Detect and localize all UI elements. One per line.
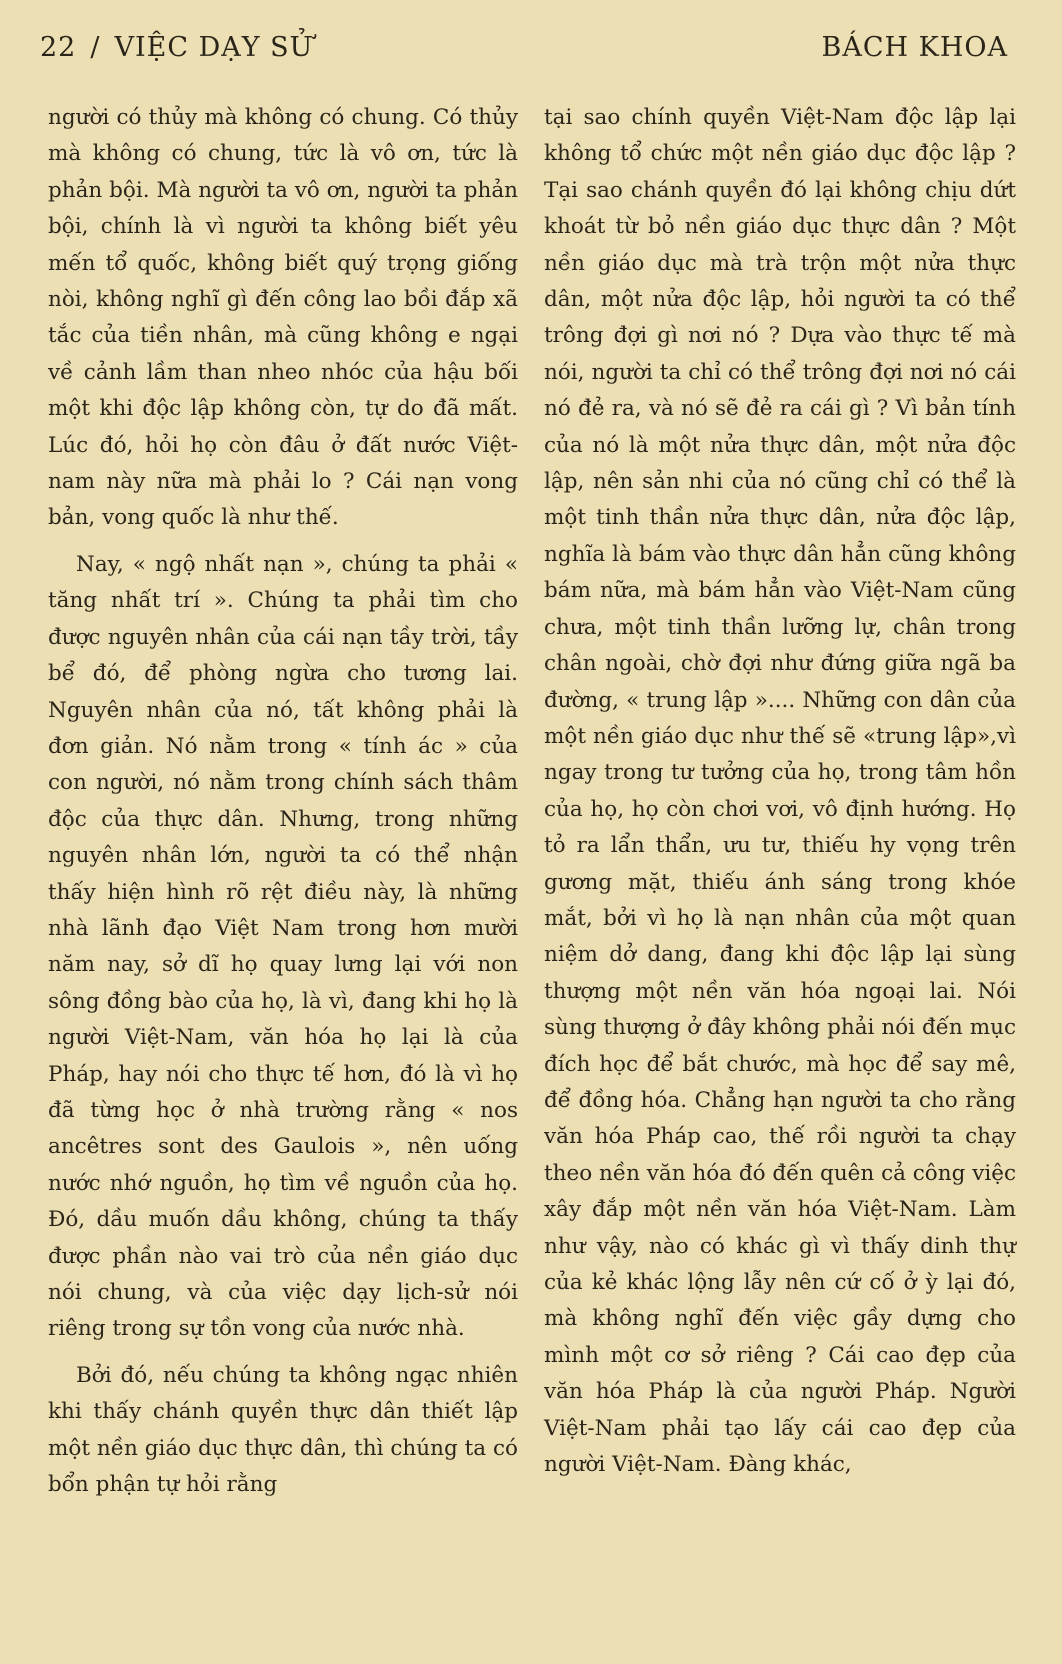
paragraph: Bởi đó, nếu chúng ta không ngạc nhiên khi thấy chánh quyền thực dân thiết lập một nền giáo dục thực dân, thì chúng ta có bổn phận tự hỏi rằng <box>48 1362 518 1498</box>
publication-name: BÁCH KHOA <box>821 32 1008 63</box>
article-title: VIỆC DẠY SỬ <box>114 32 314 63</box>
right-column <box>544 100 1016 1483</box>
paragraph: người có thủy mà không có chung. Có thủy mà không có chung, tức là vô ơn, tức là phản bội. Mà người ta vô ơn, người ta phản bội, chính là vì người ta không biết yêu mến tổ quốc, không biết quý trọng giống nòi, không nghĩ gì đến công lao bồi đắp xã tắc của tiền nhân, mà cũng không e ngại về cảnh lầm than nheo nhóc của hậu bối một khi độc lập không còn, tự do đã mất. Lúc đó, hỏi họ còn đâu ở đất nước Việt-nam này nữa mà phải lo ? Cái nạn vong bản, vong quốc là như thế. <box>48 105 518 531</box>
left-column <box>48 100 518 1503</box>
page-header <box>40 32 1008 72</box>
paragraph: Nay, « ngộ nhất nạn », chúng ta phải « tăng nhất trí ». Chúng ta phải tìm cho được nguyên nhân của cái nạn tầy trời, tầy bể đó, để phòng ngừa cho tương lai. Nguyên nhân của nó, tất không phải là đơn giản. Nó nằm trong « tính ác » của con người, nó nằm trong chính sách thâm độc của thực dân. Nhưng, trong những nguyên nhân lớn, người ta có thể nhận thấy hiện hình rõ rệt điều này, là những nhà lãnh đạo Việt Nam trong hơn mười năm nay, sở dĩ họ quay lưng lại với non sông đồng bào của họ, là vì, đang khi họ là người Việt-Nam, văn hóa họ lại là của Pháp, hay nói cho thực tế hơn, đó là vì họ đã từng học ở nhà trường rằng « nos ancêtres sont des Gaulois », nên uống nước nhớ nguồn, họ tìm về nguồn của họ. Đó, dầu muốn dầu không, chúng ta thấy được phần nào vai trò của nền giáo dục nói chung, và của việc dạy lịch-sử nói riêng trong sự tồn vong của nước nhà. <box>48 551 518 1342</box>
header-separator: / <box>90 32 101 63</box>
header-left <box>40 32 313 63</box>
paragraph: tại sao chính quyền Việt-Nam độc lập lại không tổ chức một nền giáo dục độc lập ? Tại sao chánh quyền đó lại không chịu dứt khoát từ bỏ nền giáo dục thực dân ? Một nền giáo dục mà trà trộn một nửa thực dân, một nửa độc lập, hỏi người ta có thể trông đợi gì nơi nó ? Dựa vào thực tế mà nói, người ta chỉ có thể trông đợi nơi nó cái nó đẻ ra, và nó sẽ đẻ ra cái gì ? Vì bản tính của nó là một nửa thực dân, một nửa độc lập, nên sản nhi của nó cũng chỉ có thể là một tinh thần nửa thực dân, nửa độc lập, nghĩa là bám vào thực dân hẳn cũng không bám nữa, mà bám hẳn vào Việt-Nam cũng chưa, một tinh thần lưỡng lự, chân trong chân ngoài, chờ đợi như đứng giữa ngã ba đường, « trung lập ».... Những con dân của một nền giáo dục như thế sẽ «trung lập»,vì ngay trong tư tưởng của họ, trong tâm hồn của họ, họ còn chơi vơi, vô định hướng. Họ tỏ ra lẩn thẩn, ưu tư, thiếu hy vọng trên gương mặt, thiếu ánh sáng trong khóe mắt, bởi vì họ là nạn nhân của một quan niệm dở dang, đang khi độc lập lại sùng thượng một nền văn hóa ngoại lai. Nói sùng thượng ở đây không phải nói đến mục đích học để bắt chước, mà học để say mê, để đồng hóa. Chẳng hạn người ta cho rằng văn hóa Pháp cao, thế rồi người ta chạy theo nền văn hóa đó đến quên cả công việc xây đắp một nền văn hóa Việt-Nam. Làm như vậy, nào có khác gì vì thấy dinh thự của kẻ khác lộng lẫy nên cứ cố ở ỳ lại đó, mà không nghĩ đến việc gầy dựng cho mình một cơ sở riêng ? Cái cao đẹp của văn hóa Pháp là của người Pháp. Người Việt-Nam phải tạo lấy cái cao đẹp của người Việt-Nam. Đàng khác, <box>544 105 1016 1478</box>
page-number: 22 <box>40 32 77 63</box>
